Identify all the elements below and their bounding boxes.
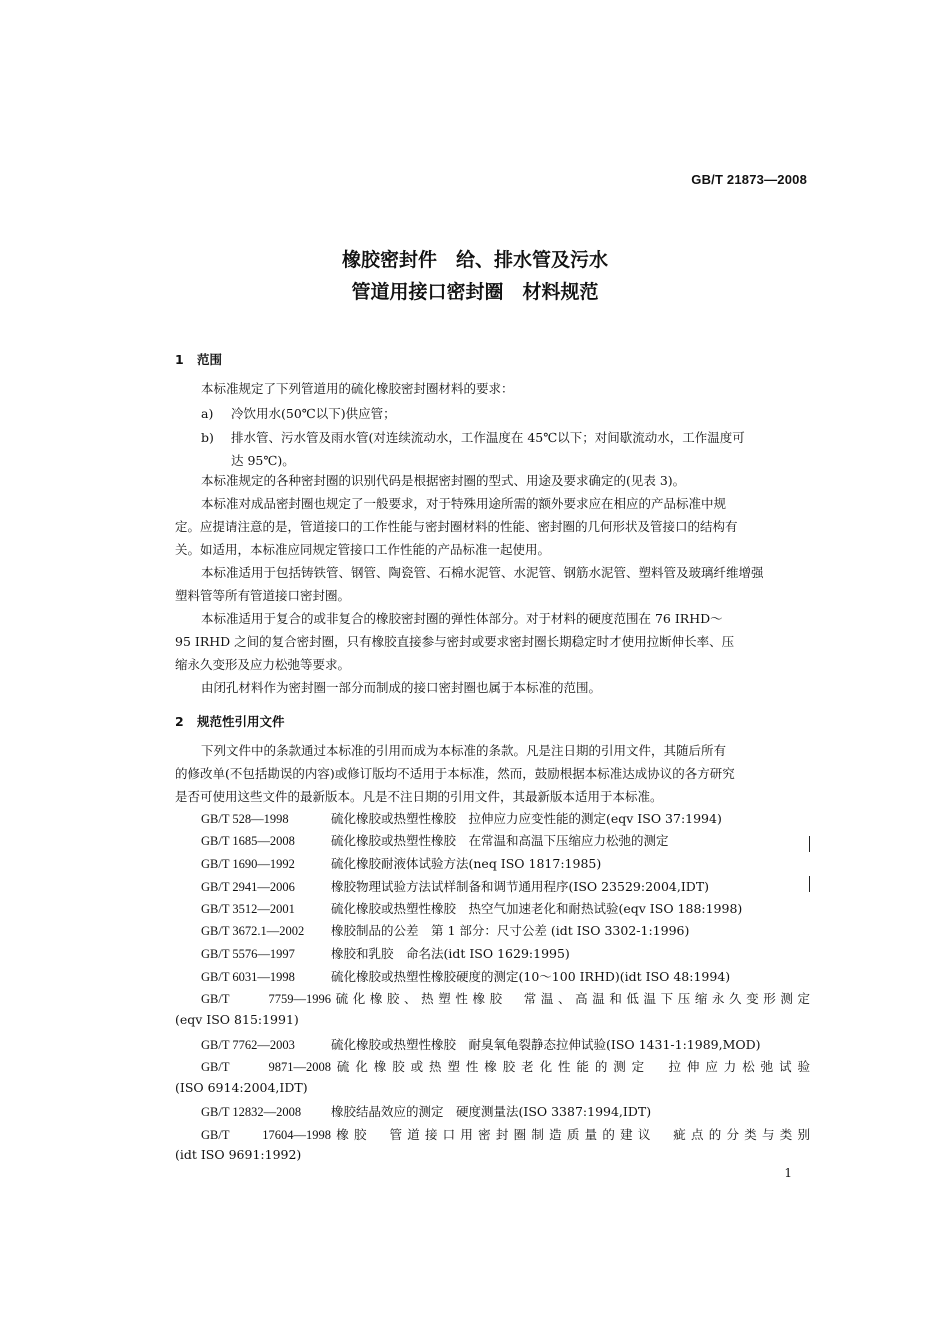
reference-title: 橡胶制品的公差 第 1 部分：尺寸公差 (idt ISO 3302-1:1996) — [331, 923, 690, 938]
reference-item — [201, 1124, 810, 1147]
reference-item — [201, 853, 601, 876]
reference-item — [201, 1056, 810, 1079]
reference-code: GB/T 7762—2003 — [201, 1038, 295, 1052]
paragraph-line: 是否可使用这些文件的最新版本。凡是不注日期的引用文件，其最新版本适用于本标准。 — [175, 789, 663, 804]
reference-code: GB/T 1690—1992 — [201, 857, 295, 871]
reference-title: 橡胶 管道接口用密封圈制造质量的建议 疵点的分类与类别 — [331, 1127, 810, 1142]
paragraph-line: 下列文件中的条款通过本标准的引用而成为本标准的条款。凡是注日期的引用文件，其随后所有 — [201, 743, 727, 758]
list-marker: b) — [201, 430, 214, 445]
section-title: 范围 — [197, 352, 223, 367]
reference-code: GB/T 2941—2006 — [201, 880, 295, 894]
reference-item — [201, 898, 742, 921]
paragraph-line: 缩永久变形及应力松弛等要求。 — [175, 657, 351, 672]
reference-code: GB/T 7759—1996 — [201, 992, 331, 1006]
section-number: 2 — [175, 714, 184, 729]
reference-code: GB/T 5576—1997 — [201, 947, 295, 961]
reference-title: 硫化橡胶或热塑性橡胶硬度的测定(10～100 IRHD)(idt ISO 48:1994) — [331, 969, 731, 984]
reference-code: GB/T 3512—2001 — [201, 902, 295, 916]
standard-code: GB/T 21873—2008 — [691, 172, 807, 187]
list-text-continued: 达 95℃)。 — [231, 453, 295, 468]
paragraph-line: 95 IRHD 之间的复合密封圈，只有橡胶直接参与密封或要求密封圈长期稳定时才使用拉断伸长率、压 — [175, 634, 735, 649]
reference-title: 硫化橡胶或热塑性橡胶 热空气加速老化和耐热试验(eqv ISO 188:1998) — [331, 901, 743, 916]
reference-code: GB/T 528—1998 — [201, 812, 289, 826]
reference-code: GB/T 9871—2008 — [201, 1060, 331, 1074]
reference-continued: (ISO 6914:2004,IDT) — [175, 1080, 308, 1095]
list-item — [201, 404, 396, 422]
reference-item — [201, 830, 669, 853]
reference-code: GB/T 17604—1998 — [201, 1128, 331, 1142]
section-1-heading — [175, 350, 222, 368]
reference-code: GB/T 12832—2008 — [201, 1105, 302, 1119]
reference-code: GB/T 1685—2008 — [201, 834, 295, 848]
paragraph-line: 本标准适用于复合的或非复合的橡胶密封圈的弹性体部分。对于材料的硬度范围在 76 IRHD～ — [201, 611, 723, 626]
section-2-heading — [175, 712, 285, 730]
reference-code: GB/T 3672.1—2002 — [201, 924, 305, 938]
reference-title: 硫化橡胶或热塑性橡胶 在常温和高温下压缩应力松弛的测定 — [331, 833, 669, 848]
reference-title: 橡胶物理试验方法试样制备和调节通用程序(ISO 23529:2004,IDT) — [331, 879, 710, 894]
change-bar — [809, 836, 810, 852]
reference-title: 硫化橡胶或热塑性橡胶老化性能的测定 拉伸应力松弛试验 — [331, 1059, 810, 1074]
reference-continued: (eqv ISO 815:1991) — [175, 1012, 299, 1027]
reference-title: 硫化橡胶或热塑性橡胶 拉伸应力应变性能的测定(eqv ISO 37:1994) — [331, 811, 722, 826]
paragraph-line: 塑料管等所有管道接口密封圈。 — [175, 588, 351, 603]
paragraph: 本标准规定的各种密封圈的识别代码是根据密封圈的型式、用途及要求确定的(见表 3)。 — [201, 473, 686, 488]
paragraph-line: 关。如适用，本标准应同规定管接口工作性能的产品标准一起使用。 — [175, 542, 551, 557]
title-line-1: 橡胶密封件 给、排水管及污水 — [341, 249, 608, 271]
reference-item — [201, 808, 722, 831]
page-number: 1 — [784, 1166, 792, 1180]
reference-title: 硫化橡胶耐液体试验方法(neq ISO 1817:1985) — [331, 856, 602, 871]
reference-title: 硫化橡胶或热塑性橡胶 耐臭氧龟裂静态拉伸试验(ISO 1431-1:1989,MOD) — [331, 1037, 761, 1052]
reference-item — [201, 1101, 651, 1124]
paragraph: 由闭孔材料作为密封圈一部分而制成的接口密封圈也属于本标准的范围。 — [201, 680, 602, 695]
reference-continued: (idt ISO 9691:1992) — [175, 1147, 302, 1162]
reference-item — [201, 920, 689, 943]
section-title: 规范性引用文件 — [197, 714, 285, 729]
reference-item — [201, 988, 810, 1011]
document-title — [0, 244, 950, 308]
reference-item — [201, 966, 730, 989]
reference-title: 硫化橡胶、热塑性橡胶 常温、高温和低温下压缩永久变形测定 — [331, 991, 810, 1006]
paragraph: 本标准规定了下列管道用的硫化橡胶密封圈材料的要求： — [201, 381, 514, 396]
section-number: 1 — [175, 352, 184, 367]
reference-item — [201, 943, 570, 966]
change-bar — [809, 876, 810, 892]
paragraph-line: 定。应提请注意的是，管道接口的工作性能与密封圈材料的性能、密封圈的几何形状及管接口的结构有 — [175, 519, 738, 534]
reference-item — [201, 1034, 761, 1057]
reference-title: 橡胶和乳胶 命名法(idt ISO 1629:1995) — [331, 946, 570, 961]
paragraph-line: 的修改单(不包括勘误的内容)或修订版均不适用于本标准，然而，鼓励根据本标准达成协议的各方研究 — [175, 766, 735, 781]
title-line-2: 管道用接口密封圈 材料规范 — [351, 281, 599, 303]
list-item — [201, 428, 745, 446]
reference-title: 橡胶结晶效应的测定 硬度测量法(ISO 3387:1994,IDT) — [331, 1104, 652, 1119]
list-marker: a) — [201, 406, 214, 421]
reference-item — [201, 876, 709, 899]
list-text: 冷饮用水(50℃以下)供应管； — [231, 406, 396, 421]
list-text: 排水管、污水管及雨水管(对连续流动水，工作温度在 45℃以下；对间歇流动水，工作温度可 — [231, 430, 745, 445]
paragraph-line: 本标准适用于包括铸铁管、钢管、陶瓷管、石棉水泥管、水泥管、钢筋水泥管、塑料管及玻璃纤维增强 — [201, 565, 764, 580]
reference-code: GB/T 6031—1998 — [201, 970, 295, 984]
paragraph-line: 本标准对成品密封圈也规定了一般要求，对于特殊用途所需的额外要求应在相应的产品标准中规 — [201, 496, 727, 511]
